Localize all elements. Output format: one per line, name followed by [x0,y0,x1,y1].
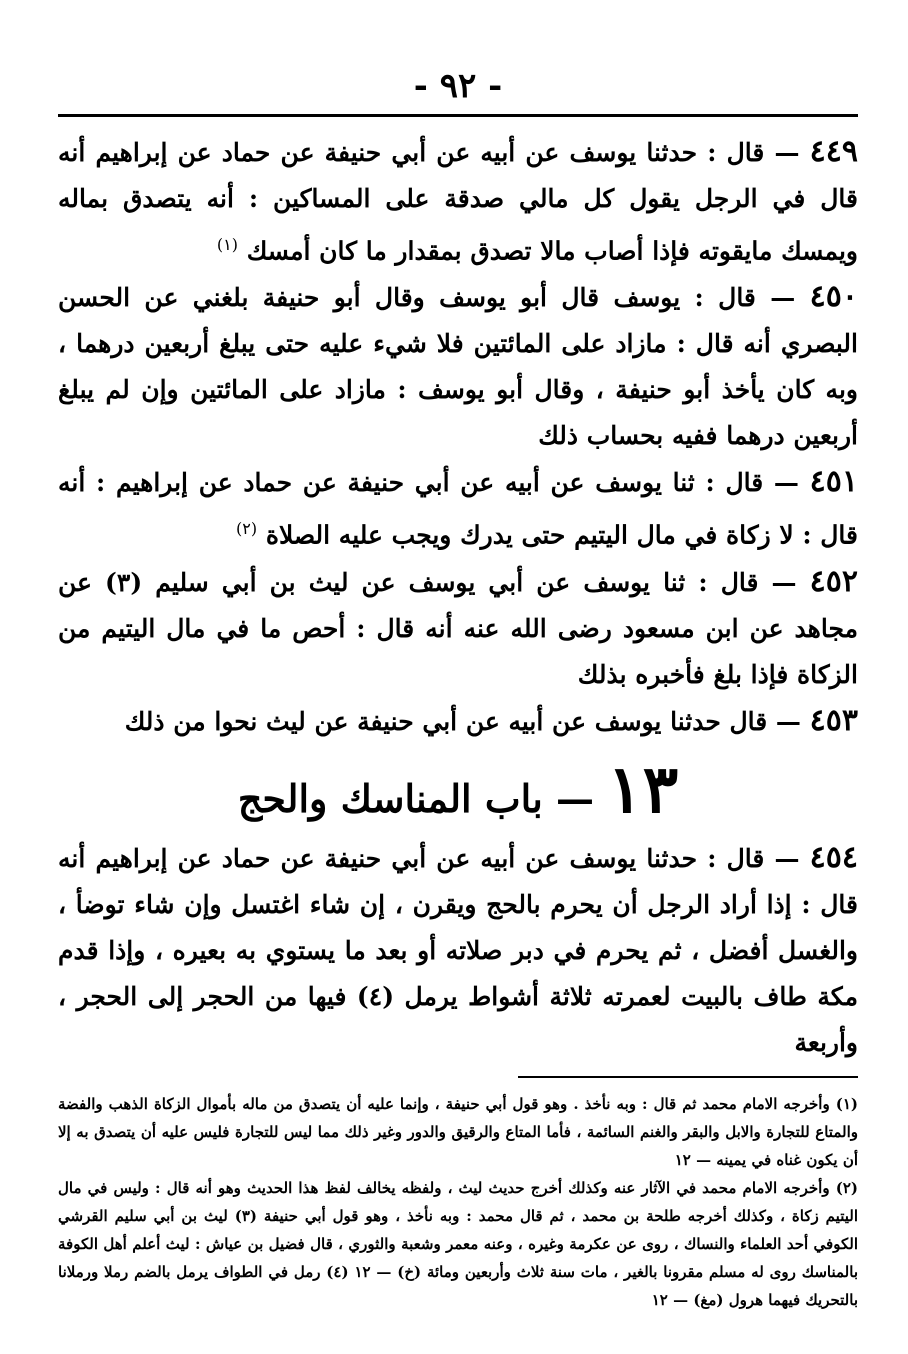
chapter-number: ١٣ [607,749,679,828]
footnote-rule [518,1076,858,1078]
entry-text: — قال : ثنا يوسف عن أبيه عن أبي حنيفة عن حماد عن إبراهيم : أنه قال : لا زكاة في مال اليتيم حتى يدرك ويجب عليه الصلاة [58,468,858,550]
entry-number: ٤٥٤ [809,839,858,875]
entry-text: — قال : حدثنا يوسف عن أبيه عن أبي حنيفة عن حماد عن إبراهيم أنه قال : إذا أراد الرجل أن يحرم بالحج ويقرن ، إن شاء اغتسل وإن شاء توضأ ، والغسل أفضل ، ثم يحرم في دبر صلاته أو بعد ما يستوي به بعيره ، وإذا قدم مكة طاف بالبيت لعمرته ثلاثة أشواط يرمل (٤) فيها من الحجر إلى الحجر ، وأربعة [58,843,858,1057]
entry-450 [58,274,858,459]
footnotes [58,1090,858,1314]
entry-text: — قال حدثنا يوسف عن أبيه عن أبي حنيفة عن ليث نحوا من ذلك [124,706,801,736]
entry-text: — قال : حدثنا يوسف عن أبيه عن أبي حنيفة عن حماد عن إبراهيم أنه قال في الرجل يقول كل مالي صدقة على المساكين : أنه يتصدق بماله ويمسك مايقوته فإذا أصاب مالا تصدق بمقدار ما كان أمسك [58,138,858,266]
entry-453 [58,698,858,745]
header-rule [58,114,858,117]
footnote-2: (٢) وأخرجه الامام محمد في الآثار عنه وكذلك أخرج حديث ليث ، ولفظه يخالف لفظ هذا الحديث وهو أنه قال : وليس في مال اليتيم زكاة ، وكذلك أخرجه طلحة بن محمد ، ثم قال محمد : وبه نأخذ ، وهو قول أبي حنيفة (٣) ليث بن أبي سليم القرشي الكوفي أحد العلماء والنساك ، روى عن عكرمة وغيره ، وعنه معمر وشعبة والثوري ، قال فضيل بن عياش : ليث أعلم أهل الكوفة بالمناسك روى له مسلم مقرونا بالغير ، مات سنة ثلاث وأربعين ومائة (خ) — ١٢ (٤) رمل في الطواف يرمل بالضم رملا ورملانا بالتحريك فيهما هرول (مغ) — ١٢ [58,1178,858,1309]
entry-451 [58,459,858,558]
footnote-ref: (٢) [236,519,258,539]
entry-number: ٤٤٩ [809,134,858,169]
book-page [58,60,858,1310]
entry-text: — قال : ثنا يوسف عن أبي يوسف عن ليث بن أبي سليم (٣) عن مجاهد عن ابن مسعود رضى الله عنه أنه قال : أحص ما في مال اليتيم من الزكاة فإذا بلغ فأخبره بذلك [58,567,858,689]
page-number: - ٩٢ - [413,66,503,106]
chapter-title: — باب المناسك والحج [237,775,595,821]
entry-number: ٤٥١ [809,464,858,500]
entry-454 [58,835,858,1066]
footnote-ref: (١) [216,235,238,254]
entry-number: ٤٥٠ [809,279,858,315]
chapter-heading [58,747,858,831]
main-text [58,129,858,1066]
entry-452 [58,559,858,698]
entry-number: ٤٥٣ [809,702,858,738]
entry-number: ٤٥٢ [809,563,858,599]
entry-text: — قال : يوسف قال أبو يوسف وقال أبو حنيفة بلغني عن الحسن البصري أنه قال : مازاد على المائتين فلا شيء عليه حتى يبلغ أربعين درهما ، وبه كان يأخذ أبو حنيفة ، وقال أبو يوسف : مازاد على المائتين وإن لم يبلغ أربعين درهما ففيه بحساب ذلك [58,283,858,451]
footnote-1: (١) وأخرجه الامام محمد ثم قال : وبه نأخذ . وهو قول أبي حنيفة ، وإنما عليه أن يتصدق من ماله بأموال الزكاة الذهب والفضة والمتاع للتجارة والابل والبقر والغنم السائمة ، فأما المتاع والرقيق والدور وغير ذلك مما ليس للتجارة فليس عليه أن يتصدق به إلا أن يكون غناه في يمينه — ١٢ [58,1094,858,1169]
entry-449 [58,129,858,274]
